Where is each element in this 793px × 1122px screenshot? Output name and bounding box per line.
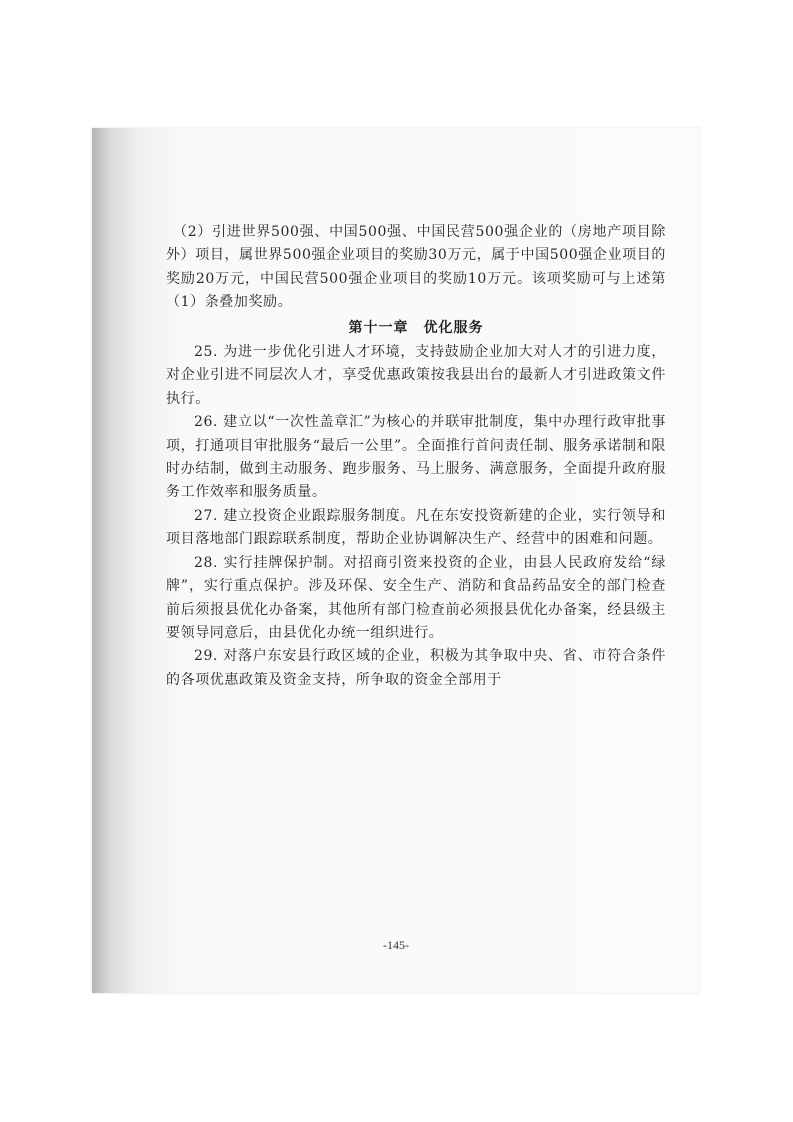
page-number: -145- [383,938,409,952]
section-27: 27. 建立投资企业跟踪服务制度。凡在东安投资新建的企业，实行领导和项目落地部门跟踪联系制度，帮助企业协调解决生产、经营中的困难和问题。 [166,507,666,548]
paragraph-item-2: （2）引进世界500强、中国500强、中国民营500强企业的（房地产项目除外）项目，属世界500强企业项目的奖励30万元，属于中国500强企业项目的奖励20万元，中国民营500强企业项目的奖励10万元。该项奖励可与上述第（1）条叠加奖励。 [166,224,666,311]
scanned-page [92,128,700,993]
section-26: 26. 建立以“一次性盖章汇”为核心的并联审批制度，集中办理行政审批事项，打通项目审批服务“最后一公里”。全面推行首问责任制、服务承诺制和限时办结制，做到主动服务、跑步服务、马上服务、满意服务，全面提升政府服务工作效率和服务质量。 [166,414,666,501]
section-28: 28. 实行挂牌保护制。对招商引资来投资的企业，由县人民政府发给“绿牌”，实行重点保护。涉及环保、安全生产、消防和食品药品安全的部门检查前后须报县优化办备案，其他所有部门检查前必须报县优化办备案，经县级主要领导同意后，由县优化办统一组织进行。 [166,554,666,641]
section-29: 29. 对落户东安县行政区域的企业，积极为其争取中央、省、市符合条件的各项优惠政策及资金支持，所争取的资金全部用于 [166,648,666,688]
body-text [166,221,666,692]
chapter-title: 第十一章 优化服务 [348,319,484,336]
section-25: 25. 为进一步优化引进人才环境，支持鼓励企业加大对人才的引进力度，对企业引进不同层次人才，享受优惠政策按我县出台的最新人才引进政策文件执行。 [166,344,666,407]
